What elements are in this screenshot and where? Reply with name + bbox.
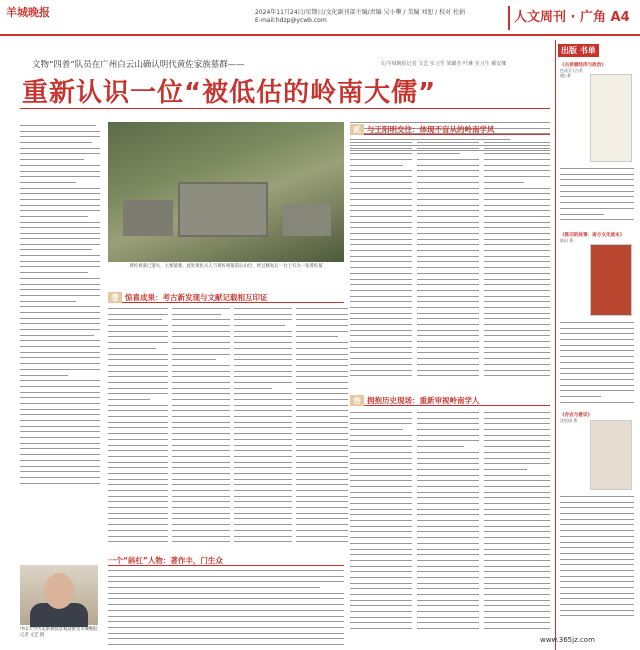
body-column-4 <box>234 308 292 553</box>
book-cover-1 <box>590 74 632 162</box>
masthead <box>0 0 640 36</box>
article-subtitle: 文物“四普”队员在广州白云山确认明代黄佐家族墓群—— <box>32 60 245 70</box>
body-column-2 <box>108 308 168 553</box>
portrait-photo <box>20 565 98 625</box>
section-heading-2: 贰 与王阳明交往：体现不盲从的岭南学风 <box>350 124 550 135</box>
book-title-1: 《古希腊经济与政治》 <box>560 63 606 68</box>
issue-meta: 2024年11月24日/星期日/文化副刊部主编/责编 吴小攀 / 美编 刘恕 / 校对 杜娟 <box>255 9 465 16</box>
body-column-8 <box>484 142 550 392</box>
photo-caption: 黄佐祖墓已遗失，主要墓葬，此处黄佐夫人与黄佐祖墓前后山位，经过修复后一台上有为一张黄佐墓 <box>129 264 323 269</box>
body-column-9 <box>350 412 412 644</box>
tomb-photo <box>108 122 344 262</box>
sidebar-tag: 出版 书单 <box>558 44 599 57</box>
book-desc-1 <box>560 168 634 226</box>
section-heading-4: 一个“斜杠”人物：著作丰，门生众 <box>108 555 344 566</box>
book-title-2: 《陈旧的故事：南方文化读本》 <box>560 233 625 238</box>
article-byline: 文/羊城晚报记者 文艺 实习生 梁璐杰 叶琳 实习生 戴安娜 <box>380 61 507 67</box>
body-column-7 <box>417 142 479 392</box>
book-desc-3 <box>560 496 634 626</box>
section-heading-1: 壹 惊喜成果：考古新发现与文献记载相互印证 <box>108 292 344 303</box>
newspaper-logo: 羊城晚报 <box>6 6 50 19</box>
body-column-bottom <box>108 570 344 646</box>
body-column-1b <box>20 238 100 498</box>
book-title-3: 《存在与意识》 <box>560 413 593 418</box>
article-headline: 重新认识一位“被低估的岭南大儒” <box>22 78 437 108</box>
book-author-1: 色诺芬 [古希腊] 著 <box>560 68 583 78</box>
divider <box>20 108 550 109</box>
section-heading-3: 叁 拥抱历史现场：重新审视岭南学人 <box>350 395 550 406</box>
body-column-11 <box>484 412 550 644</box>
watermark: www.365jz.com <box>540 636 595 644</box>
body-column-10 <box>417 412 479 644</box>
body-column-1 <box>20 125 100 235</box>
body-column-3 <box>172 308 230 553</box>
book-desc-2 <box>560 322 634 408</box>
email-line: E-mail:hdzp@ycwb.com <box>255 17 327 24</box>
portrait-caption: 中山大学历史系教授景蜀慧接受羊城晚报记者 文艺 摄 <box>20 627 98 638</box>
book-author-3: 沈松琦 著 <box>560 418 578 423</box>
body-column-6 <box>350 142 412 392</box>
section-title: 人文周刊 · 广角 A4 <box>508 6 638 30</box>
book-cover-3 <box>590 420 632 490</box>
book-author-2: 陈旧 著 <box>560 238 574 243</box>
body-column-5 <box>296 308 348 553</box>
book-cover-2 <box>590 244 632 316</box>
